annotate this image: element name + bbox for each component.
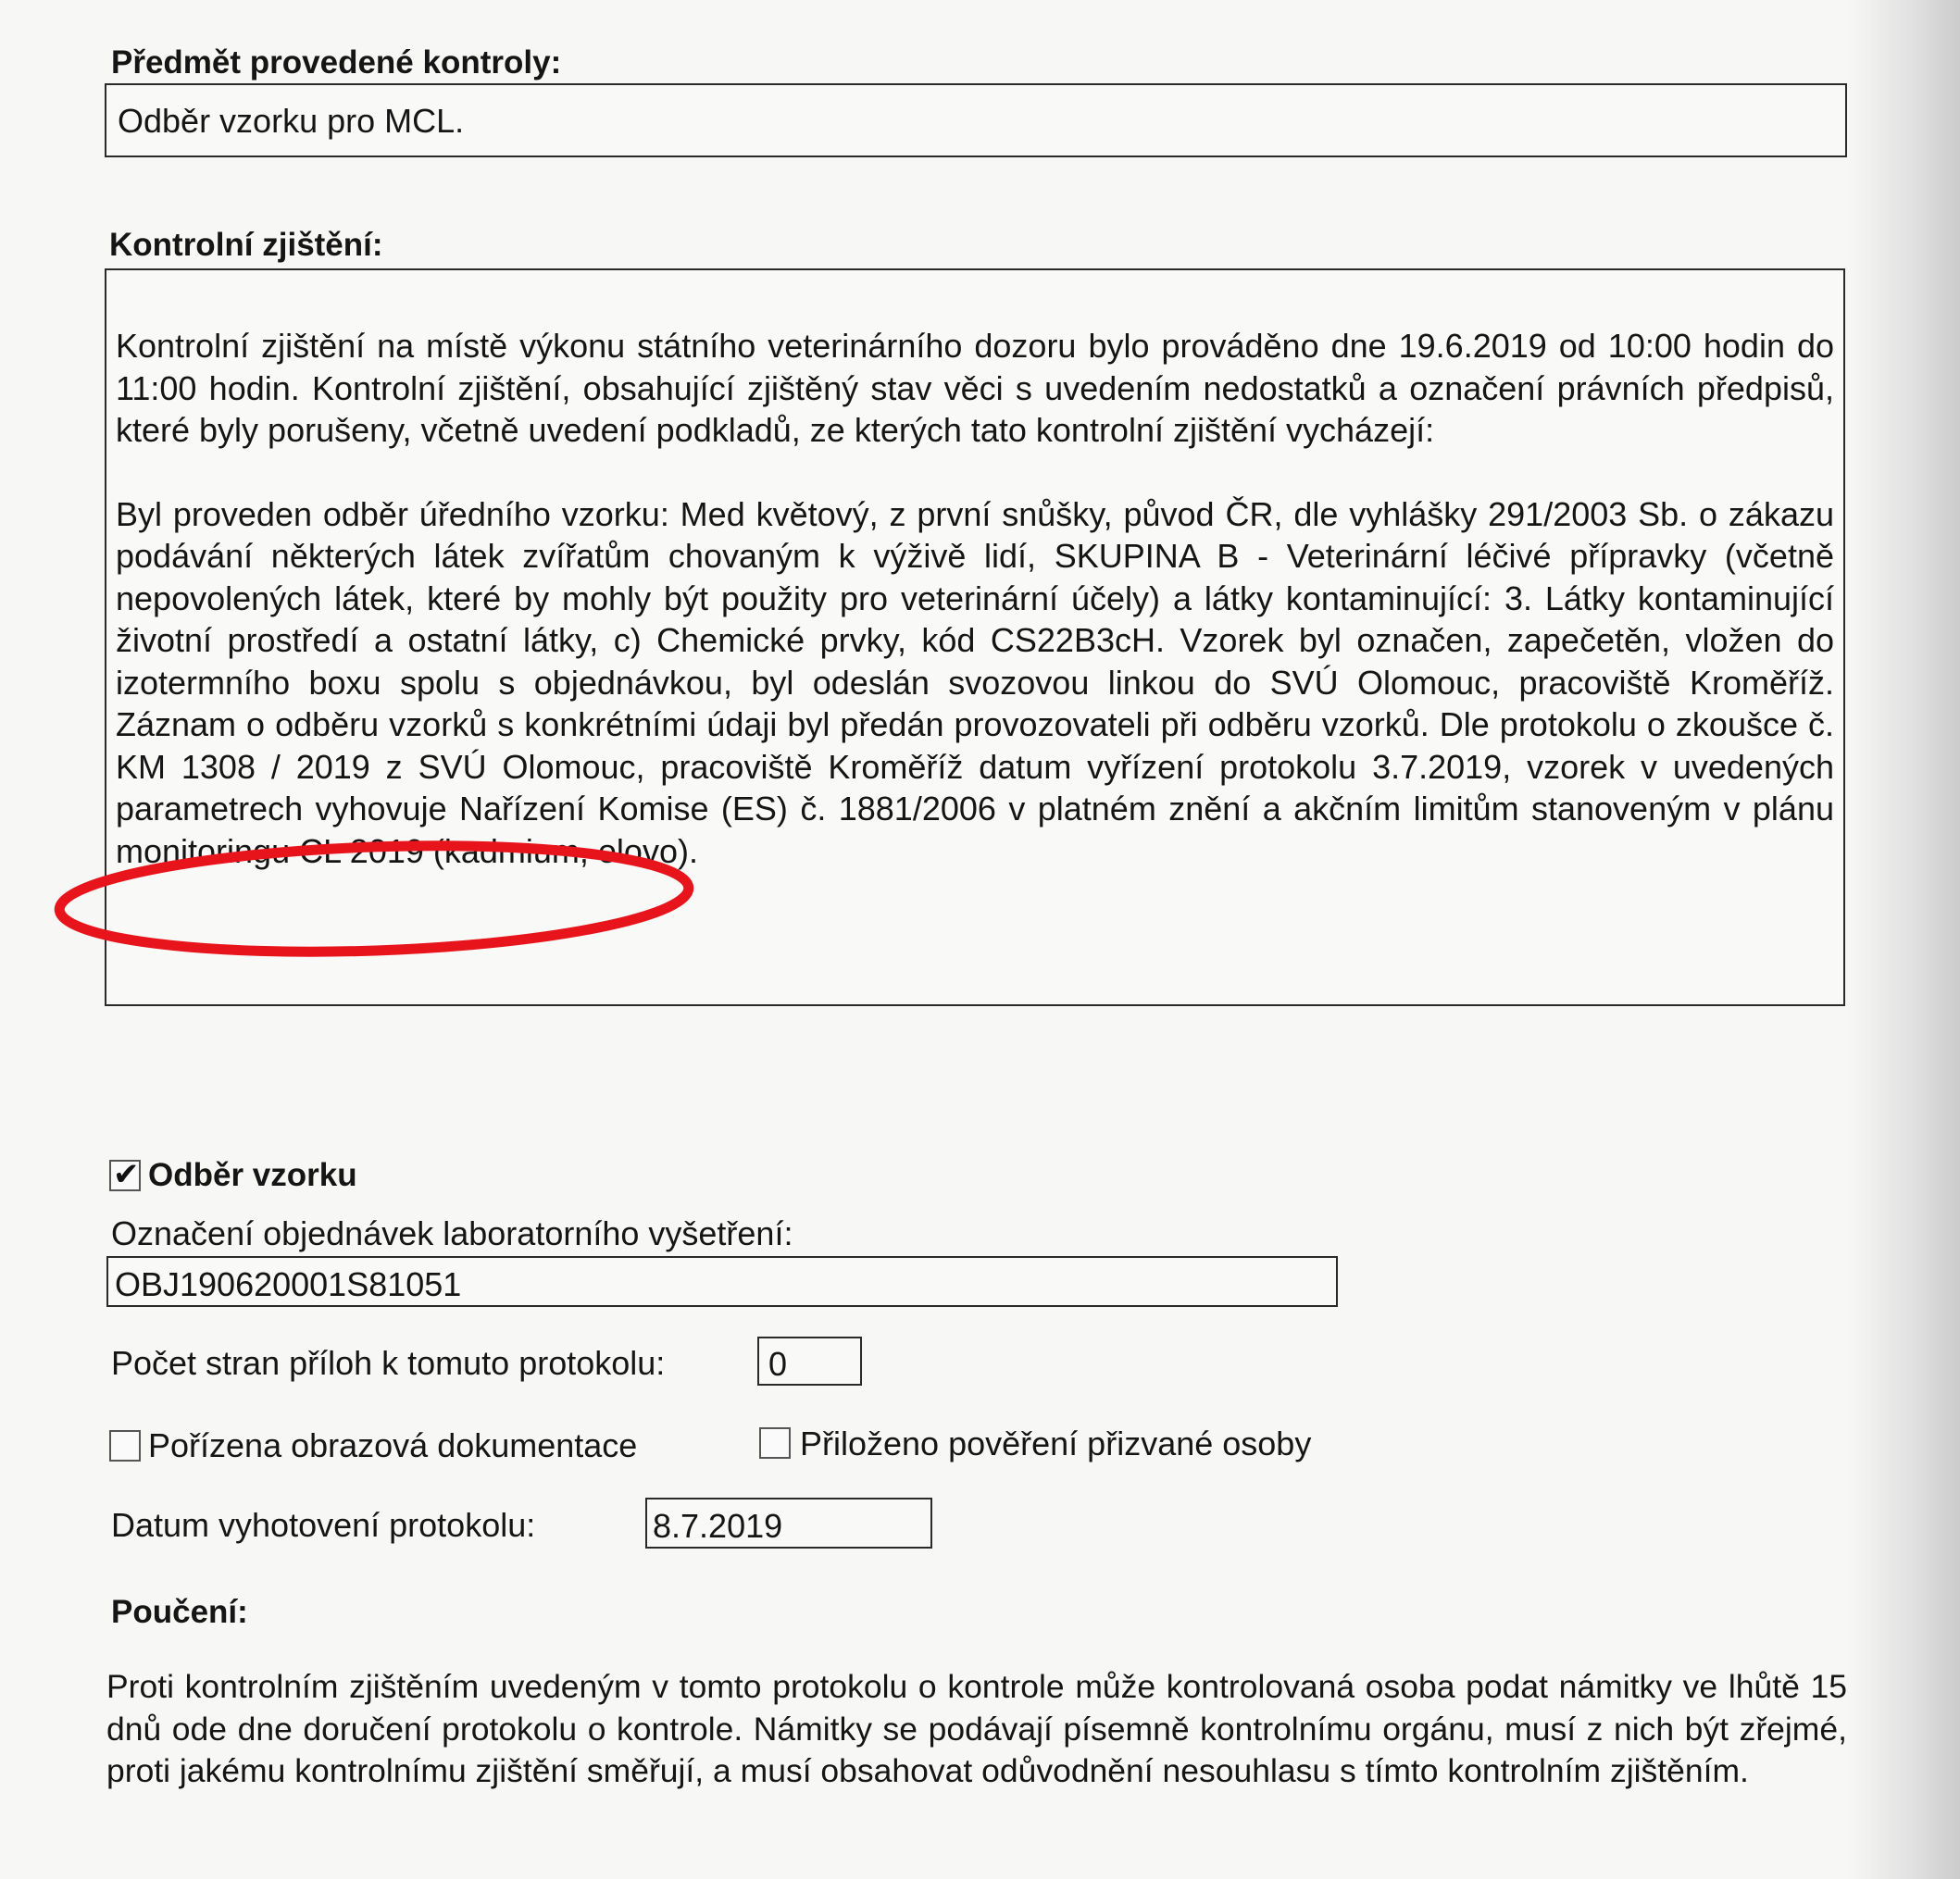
subject-value: Odběr vzorku pro MCL. (118, 102, 465, 140)
photo-doc-checkbox[interactable] (109, 1430, 141, 1462)
checkmark-icon: ✔ (113, 1157, 140, 1192)
attachments-label: Počet stran příloh k tomuto protokolu: (111, 1344, 666, 1382)
orders-label: Označení objednávek laboratorního vyšetření: (111, 1214, 793, 1252)
subject-heading: Předmět provedené kontroly: (111, 44, 562, 81)
findings-box (105, 268, 1845, 1006)
page-edge-shadow (1849, 0, 1960, 1879)
findings-paragraph-1: Kontrolní zjištění na místě výkonu státního veterinárního dozoru bylo prováděno dne 19.6.2019 od 10:00 hodin do 11:00 hodin. Kontrolní zjištění, obsahující zjištěný stav věci s uvedením nedostatků a označení právních předpisů, které byly porušeny, včetně uvedení podkladů, ze kterých tato kontrolní zjištění vycházejí: (116, 327, 1834, 449)
attachments-value: 0 (768, 1345, 788, 1383)
date-field[interactable] (645, 1498, 932, 1549)
findings-paragraph-2: Byl proveden odběr úředního vzorku: Med květový, z první snůšky, původ ČR, dle vyhlášky 291/2003 Sb. o zákazu podávání některých látek zvířatům chovaným k výživě lidí, SKUPINA B - Veterinární léčivé přípravky (včetně nepovolených látek, které by mohly být použity pro veterinární účely) a látky kontaminující: 3. Látky kontaminující životní prostředí a ostatní látky, c) Chemické prvky, kód CS22B3cH. Vzorek byl označen, zapečetěn, vložen do izotermního boxu spolu s objednávkou, byl odeslán svozovou linkou do SVÚ Olomouc, pracoviště Kroměříž. Záznam o odběru vzorků s konkrétními údaji byl předán provozovateli při odběru vzorků. Dle protokolu o zkoušce č. KM 1308 / 2019 z SVÚ Olomouc, pracoviště Kroměříž datum vyřízení protokolu 3.7.2019, vzorek v uvedených parametrech vyhovuje Nařízení Komise (ES) č. 1881/2006 v platném znění a akčním limitům stanoveným v plánu monitoringu CL 2019 (kadmium, olovo). (116, 494, 1834, 870)
findings-heading: Kontrolní zjištění: (109, 227, 383, 263)
subject-field (105, 83, 1847, 157)
orders-value: OBJ190620001S81051 (115, 1265, 462, 1303)
attachments-field[interactable] (757, 1337, 862, 1386)
sampling-label: Odběr vzorku (148, 1157, 357, 1193)
sampling-checkbox[interactable] (109, 1157, 141, 1192)
date-value: 8.7.2019 (653, 1507, 783, 1545)
notice-text: Proti kontrolním zjištěním uvedeným v tomto protokolu o kontrole může kontrolovaná osoba podat námitky ve lhůtě 15 dnů ode dne doručení protokolu o kontrole. Námitky se podávají písemně kontrolnímu orgánu, musí z nich být zřejmé, proti jakému kontrolnímu zjištění směřují, a musí obsahovat odůvodnění nesouhlasu s tímto kontrolním zjištěním. (106, 1668, 1847, 1789)
notice-heading: Poučení: (111, 1594, 248, 1630)
notice-body (106, 1666, 1847, 1793)
date-label: Datum vyhotovení protokolu: (111, 1506, 536, 1544)
authorization-label: Přiloženo pověření přizvané osoby (800, 1425, 1312, 1462)
findings-body (116, 325, 1834, 872)
photo-doc-label: Pořízena obrazová dokumentace (148, 1426, 638, 1464)
authorization-checkbox[interactable] (759, 1427, 791, 1459)
orders-field[interactable] (106, 1256, 1338, 1307)
